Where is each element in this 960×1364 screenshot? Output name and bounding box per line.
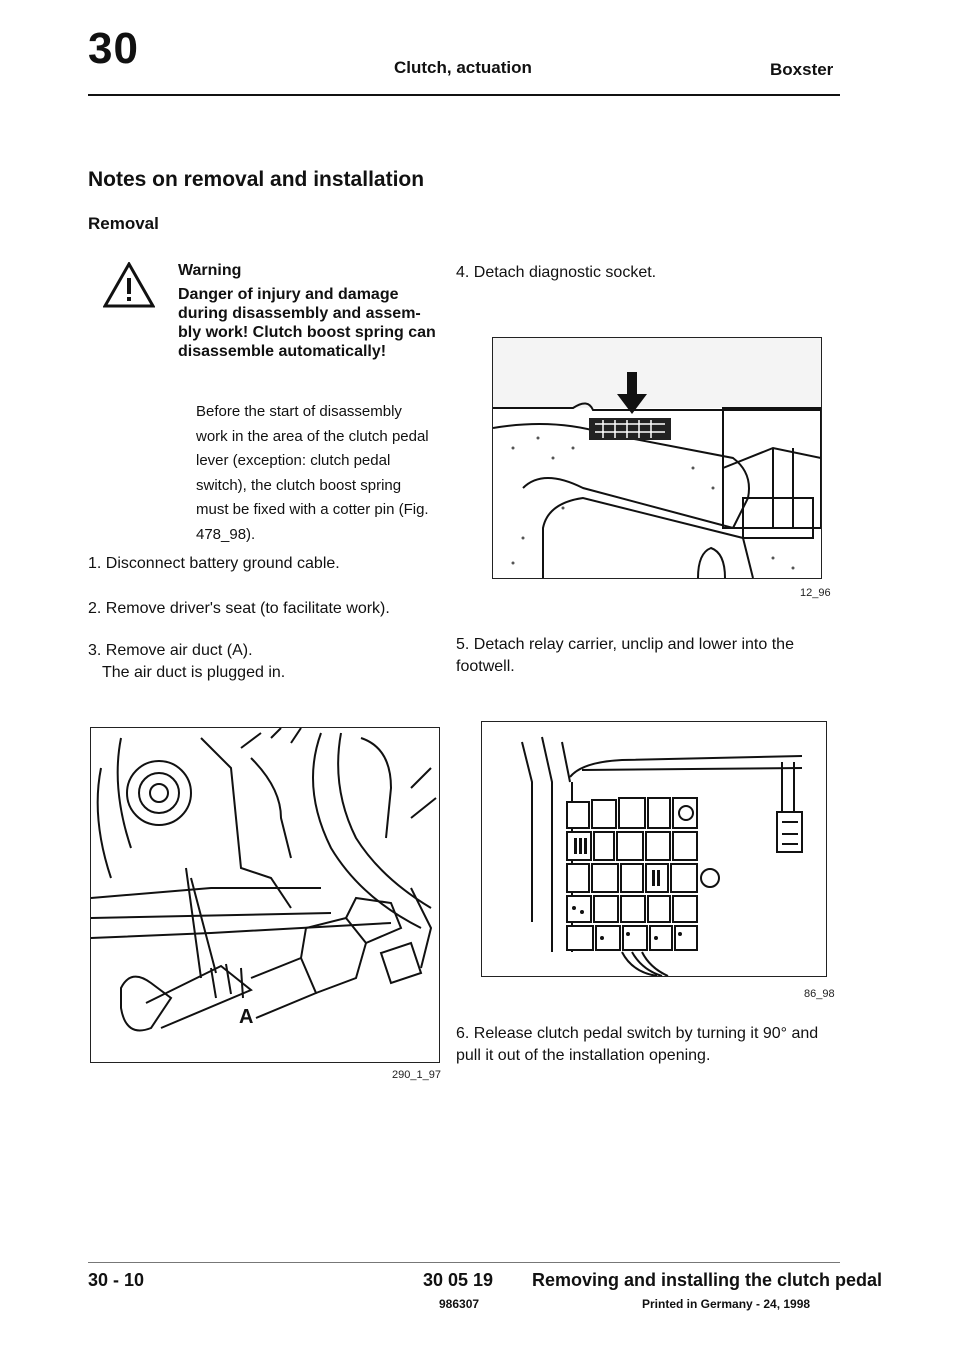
footer-code: 30 05 19	[423, 1270, 494, 1290]
figure-relay-carrier-id: 86_98	[804, 988, 835, 1000]
step-number: 1.	[88, 555, 102, 572]
figure-diagnostic-socket	[492, 337, 822, 579]
figure-air-duct-id: 290_1_97	[392, 1069, 441, 1081]
step-number: 4.	[456, 264, 470, 281]
figure-diagnostic-socket-id: 12_96	[800, 587, 831, 599]
step-number: 6.	[456, 1025, 470, 1042]
step-number: 5.	[456, 636, 470, 653]
relay-carrier-illustration	[482, 722, 826, 976]
diagnostic-socket-illustration	[493, 338, 821, 578]
header-model: Boxster	[770, 60, 834, 79]
step-1	[88, 553, 340, 575]
step-3	[88, 640, 428, 684]
step-number: 3.	[88, 642, 102, 659]
air-duct-illustration	[91, 728, 439, 1062]
footer-doc-number: 986307	[439, 1297, 480, 1311]
warning-label: Warning	[178, 262, 242, 279]
step-text: Remove driver's seat (to facilitate work).	[105, 600, 390, 617]
step-text: Release clutch pedal switch by turning it 90° and pull it out of the installation opening.	[456, 1025, 819, 1064]
step-6	[456, 1023, 828, 1067]
section-subtitle: Removal	[88, 214, 159, 233]
section-title: Notes on removal and installation	[88, 168, 425, 191]
header-title: Clutch, actuation	[394, 58, 532, 77]
step-text: Disconnect battery ground cable.	[105, 555, 340, 572]
step-number: 2.	[88, 600, 102, 617]
footer-page: 30 - 10	[88, 1270, 145, 1290]
step-4	[456, 262, 656, 284]
footer-printed: Printed in Germany - 24, 1998	[642, 1297, 811, 1311]
header-rule	[88, 94, 840, 96]
step-text: Remove air duct (A).	[105, 642, 253, 659]
air-duct-callout: A	[239, 1006, 254, 1028]
footer-title: Removing and installing the clutch pedal	[532, 1270, 883, 1290]
step-text: Detach relay carrier, unclip and lower into the footwell.	[456, 636, 794, 675]
chapter-number: 30	[88, 24, 139, 73]
step-2	[88, 598, 390, 620]
step-note: The air duct is plugged in.	[102, 664, 286, 681]
warning-text: Danger of injury and damage during disassembly and assem-bly work! Clutch boost spring can disassemble automatically!	[178, 286, 436, 360]
warning-body: Before the start of disassembly work in the area of the clutch pedal lever (exception: clutch pedal switch), the clutch boost spring must be fixed with a cotter pin (Fig. 478_98).	[196, 403, 429, 543]
step-text: Detach diagnostic socket.	[473, 264, 657, 281]
figure-air-duct	[90, 727, 440, 1063]
warning-triangle-icon	[103, 262, 155, 313]
footer-rule	[88, 1262, 840, 1263]
figure-relay-carrier	[481, 721, 827, 977]
step-5	[456, 634, 828, 678]
